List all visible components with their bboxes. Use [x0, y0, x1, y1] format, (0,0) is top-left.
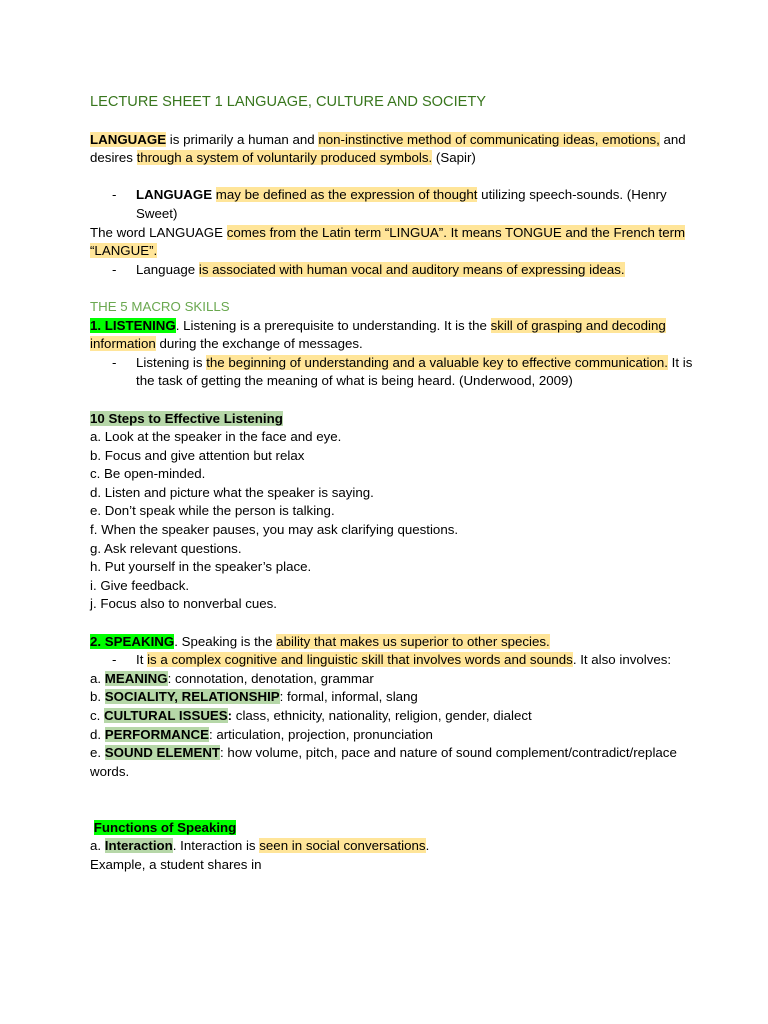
blank-line: [90, 800, 698, 819]
list-item: b. Focus and give attention but relax: [90, 447, 305, 463]
list-item: h. Put yourself in the speaker’s place.: [90, 559, 312, 575]
example-line: Example, a student shares in: [90, 856, 262, 872]
blank-line: [90, 391, 698, 410]
text-highlight: comes from the Latin term “LINGUA”. It means TONGUE and the French term “LANGUE”.: [90, 224, 686, 259]
lecture-title: LECTURE SHEET 1 LANGUAGE, CULTURE AND SOCIETY: [90, 94, 487, 110]
list-item: g. Ask relevant questions.: [90, 540, 242, 556]
bullet-dash: -: [112, 652, 117, 668]
word-origin-paragraph: The word LANGUAGE comes from the Latin term “LINGUA”. It means TONGUE and the French term “LANGUE”.: [90, 224, 686, 259]
blank-line: [90, 781, 698, 800]
list-item: e. SOUND ELEMENT: how volume, pitch, pace and nature of sound complement/contradict/replace words.: [90, 745, 677, 779]
steps-list: [90, 428, 698, 614]
list-item: i. Give feedback.: [90, 577, 190, 593]
text-highlight: ability that makes us superior to other species.: [276, 633, 550, 649]
speaking-paragraph: 2. SPEAKING. Speaking is the ability that makes us superior to other species.: [90, 633, 550, 649]
term-highlight: 2. SPEAKING: [90, 633, 175, 649]
bullet-dash: -: [112, 354, 117, 370]
text-highlight: is associated with human vocal and auditory means of expressing ideas.: [198, 261, 625, 277]
macro-skills-heading: THE 5 MACRO SKILLS: [90, 298, 230, 314]
text-highlight: may be defined as the expression of thought: [215, 187, 478, 203]
list-item: d. Listen and picture what the speaker is saying.: [90, 484, 374, 500]
blank-line: [90, 168, 698, 187]
term-highlight: 1. LISTENING: [90, 317, 176, 333]
list-item: e. Don’t speak while the person is talking.: [90, 503, 335, 519]
text-highlight: is a complex cognitive and linguistic skill that involves words and sounds: [147, 652, 573, 668]
list-item: c. Be open-minded.: [90, 466, 206, 482]
involves-list: [90, 670, 698, 782]
bullet-speaking-complex: - It is a complex cognitive and linguistic skill that involves words and sounds. It also involves:: [90, 651, 698, 670]
list-item: a. Look at the speaker in the face and eye.: [90, 429, 342, 445]
language-definition-sapir: LANGUAGE is primarily a human and non-instinctive method of communicating ideas, emotions, and desires through a system of voluntarily produced symbols. (Sapir): [90, 131, 686, 166]
functions-heading: Functions of Speaking: [93, 819, 237, 835]
list-item: j. Focus also to nonverbal cues.: [90, 596, 277, 612]
term-highlight: LANGUAGE: [90, 131, 167, 147]
blank-line: [90, 279, 698, 298]
listening-paragraph: 1. LISTENING. Listening is a prerequisite to understanding. It is the skill of grasping and decoding information during the exchange of messages.: [90, 317, 666, 352]
bullet-listening-underwood: - Listening is the beginning of understanding and a valuable key to effective communication. It is the task of getting the meaning of what is being heard. (Underwood, 2009): [112, 354, 693, 389]
bullet-dash: -: [112, 187, 117, 203]
list-item: b. SOCIALITY, RELATIONSHIP: formal, informal, slang: [90, 689, 418, 705]
text-highlight: through a system of voluntarily produced symbols.: [136, 150, 433, 166]
text-highlight: non-instinctive method of communicating ideas, emotions,: [318, 131, 660, 147]
bullet-vocal-auditory: - Language is associated with human vocal and auditory means of expressing ideas.: [90, 261, 698, 280]
blank-line: [90, 614, 698, 633]
interaction-paragraph: a. Interaction. Interaction is seen in social conversations.: [90, 838, 430, 854]
steps-heading: 10 Steps to Effective Listening: [90, 410, 283, 426]
text-highlight: seen in social conversations: [259, 838, 426, 854]
bullet-dash: -: [112, 261, 117, 277]
bullet-sweet-definition: - LANGUAGE may be defined as the expression of thought utilizing speech-sounds. (Henry Sweet): [112, 187, 667, 221]
text-highlight: skill of grasping and decoding information: [90, 317, 666, 352]
list-item: c. CULTURAL ISSUES: class, ethnicity, nationality, religion, gender, dialect: [90, 708, 532, 723]
text-highlight: the beginning of understanding and a valuable key to effective communication.: [206, 354, 668, 370]
list-item: a. MEANING: connotation, denotation, grammar: [90, 670, 374, 686]
list-item: d. PERFORMANCE: articulation, projection, pronunciation: [90, 726, 433, 742]
list-item: f. When the speaker pauses, you may ask clarifying questions.: [90, 522, 459, 538]
